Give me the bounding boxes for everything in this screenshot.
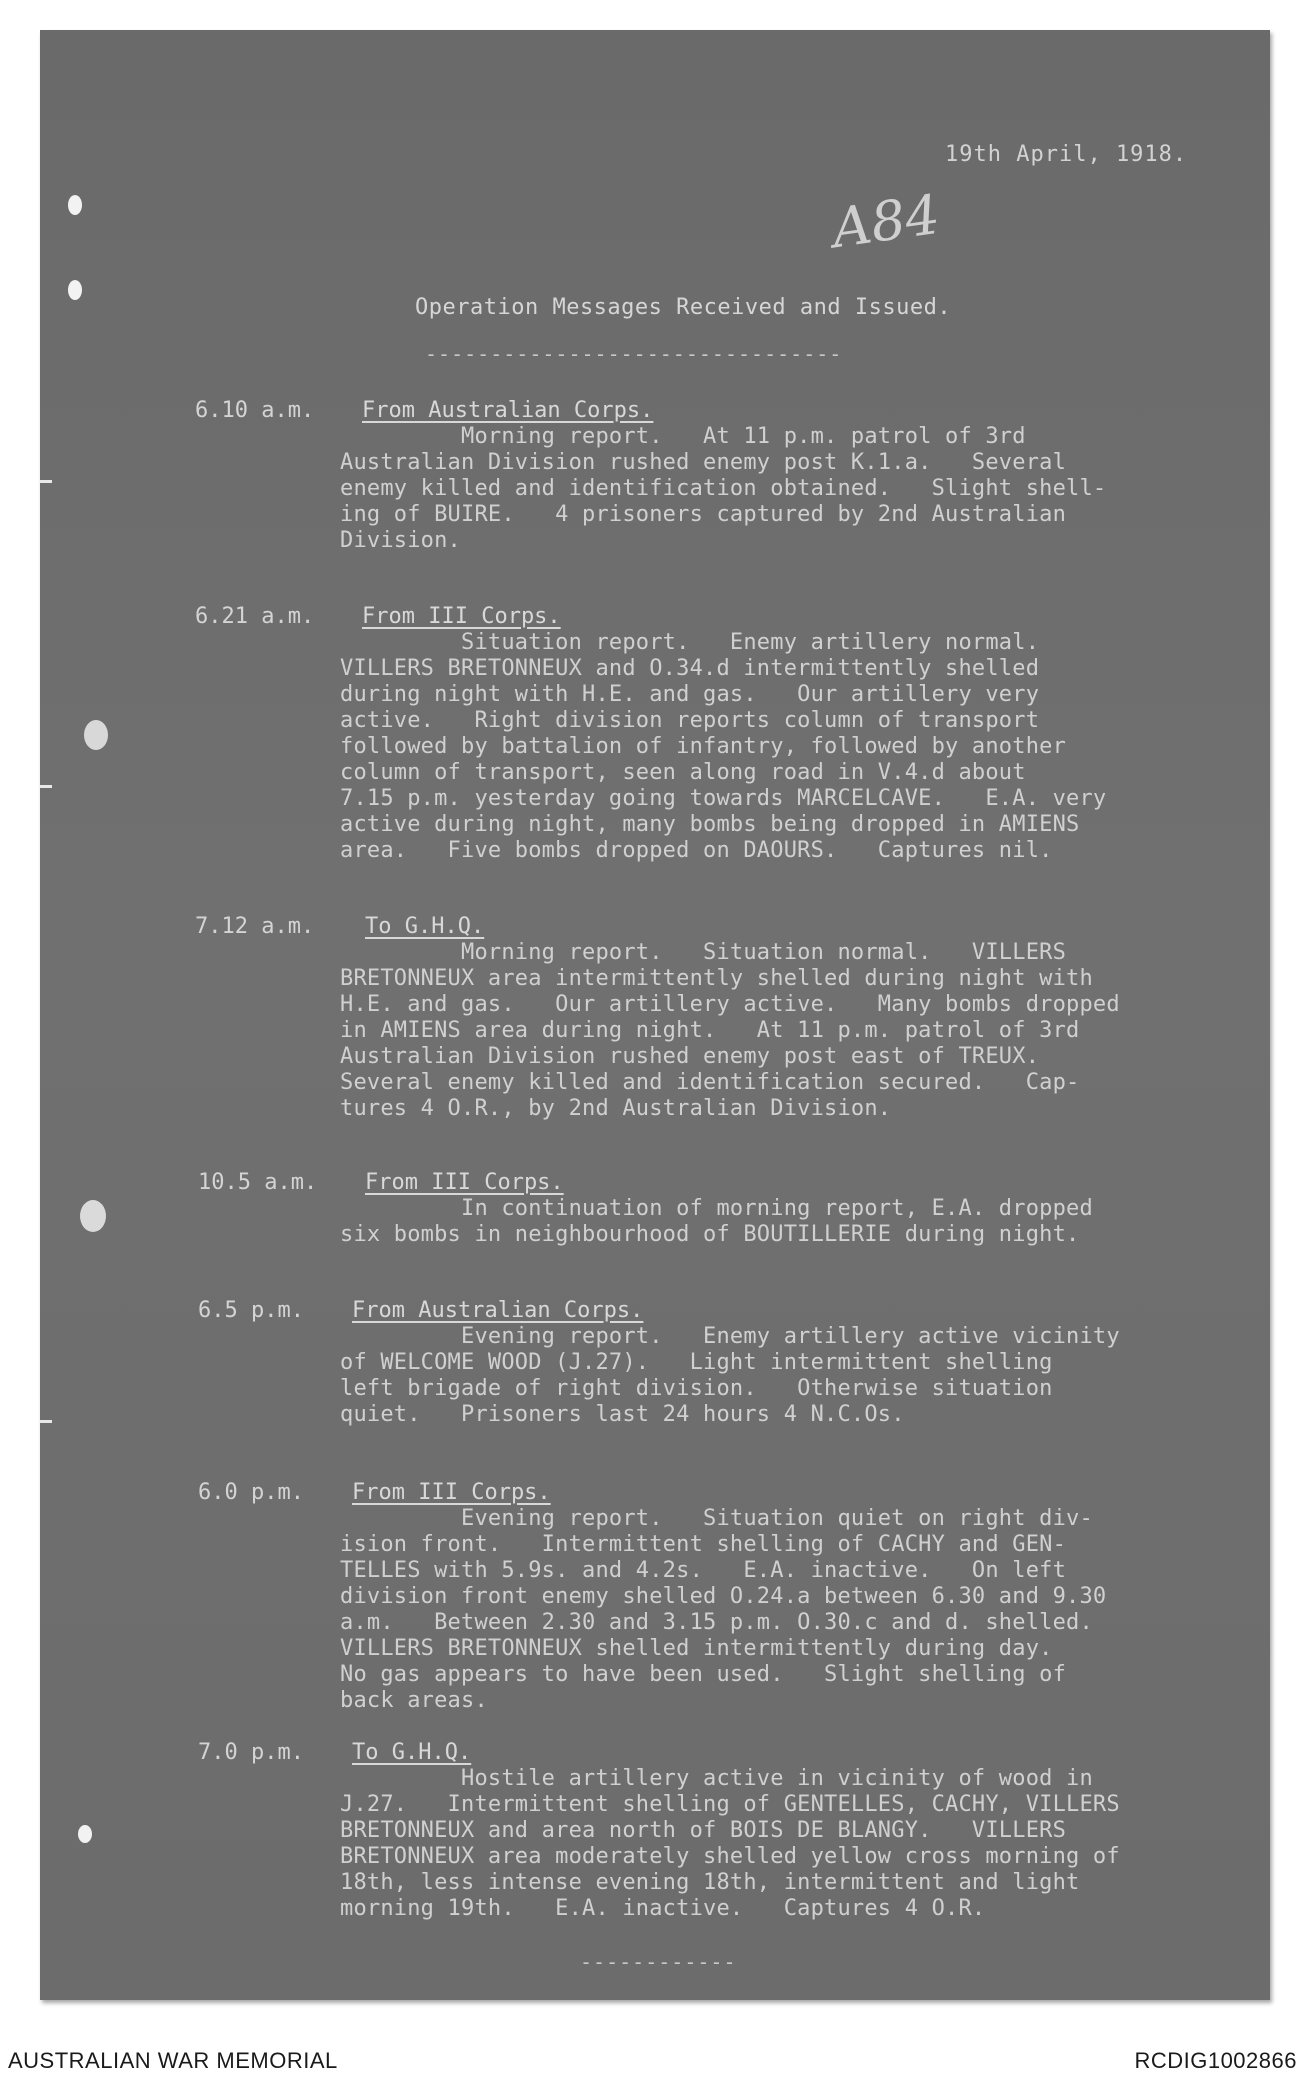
punch-hole: [80, 1200, 106, 1232]
entry-source: From III Corps.: [362, 604, 561, 629]
punch-hole: [84, 720, 108, 750]
handwritten-mark: A84: [828, 182, 944, 261]
footer-identifier: RCDIG1002866: [1134, 2048, 1297, 2073]
entry-time: 6.21 a.m.: [195, 604, 315, 629]
closing-rule: ------------: [580, 1950, 737, 1974]
document-sheet: [40, 30, 1270, 2000]
entry-source: To G.H.Q.: [352, 1740, 472, 1765]
binding-mark: [40, 785, 52, 788]
document-title: Operation Messages Received and Issued.: [415, 295, 952, 320]
entry-text: Evening report. Situation quiet on right div- ision front. Intermittent shelling of CACHY and GEN- TELLES with 5.9s. and 4.2s. E.A. inactive. On left division front enemy shelled O.24.a between 6.30 and 9.30 a.m. Between 2.30 and 3.15 p.m. O.30.c and d. shelled. VILLERS BRETONNEUX shelled intermittently during day. No gas appears to have been used. Slight shelling of back areas.: [340, 1506, 1107, 1713]
entry-text: In continuation of morning report, E.A. dropped six bombs in neighbourhood of BOUTILLERIE during night.: [340, 1196, 1093, 1247]
entry-source: From Australian Corps.: [362, 398, 654, 423]
entry-source: From III Corps.: [365, 1170, 564, 1195]
entry-text: Morning report. Situation normal. VILLERS BRETONNEUX area intermittently shelled during night with H.E. and gas. Our artillery active. Many bombs dropped in AMIENS area during night. At 11 p.m. patrol of 3rd Australian Division rushed enemy post east of TREUX. Several enemy killed and identification secured. Cap- tures 4 O.R., by 2nd Australian Division.: [340, 940, 1120, 1121]
entry-source: From III Corps.: [352, 1480, 551, 1505]
entry-time: 6.5 p.m.: [198, 1298, 304, 1323]
punch-hole: [68, 280, 82, 300]
entry-time: 6.10 a.m.: [195, 398, 315, 423]
punch-hole: [78, 1825, 92, 1843]
binding-mark: [40, 480, 52, 483]
entry-source: From Australian Corps.: [352, 1298, 644, 1323]
punch-hole: [68, 195, 82, 215]
entry-time: 7.0 p.m.: [198, 1740, 304, 1765]
entry-source: To G.H.Q.: [365, 914, 485, 939]
footer-institution: AUSTRALIAN WAR MEMORIAL: [8, 2048, 338, 2073]
binding-mark: [40, 1420, 52, 1423]
entry-text: Morning report. At 11 p.m. patrol of 3rd Australian Division rushed enemy post K.1.a. Several enemy killed and identification obtained. Slight shell- ing of BUIRE. 4 prisoners captured by 2nd Australian Division.: [340, 424, 1107, 553]
entry-text: Evening report. Enemy artillery active vicinity of WELCOME WOOD (J.27). Light intermittent shelling left brigade of right division. Otherwise situation quiet. Prisoners last 24 hours 4 N.C.Os.: [340, 1324, 1120, 1427]
entry-time: 6.0 p.m.: [198, 1480, 304, 1505]
entry-time: 10.5 a.m.: [198, 1170, 318, 1195]
entry-text: Situation report. Enemy artillery normal. VILLERS BRETONNEUX and O.34.d intermittently shelled during night with H.E. and gas. Our artillery very active. Right division reports column of transport followed by battalion of infantry, followed by another column of transport, seen along road in V.4.d about 7.15 p.m. yesterday going towards MARCELCAVE. E.A. very active during night, many bombs being dropped in AMIENS area. Five bombs dropped on DAOURS. Captures nil.: [340, 630, 1107, 863]
entry-text: Hostile artillery active in vicinity of wood in J.27. Intermittent shelling of GENTELLES, CACHY, VILLERS BRETONNEUX and area north of BOIS DE BLANGY. VILLERS BRETONNEUX area moderately shelled yellow cross morning of 18th, less intense evening 18th, intermittent and light morning 19th. E.A. inactive. Captures 4 O.R.: [340, 1766, 1120, 1921]
document-date: 19th April, 1918.: [945, 142, 1188, 167]
entry-time: 7.12 a.m.: [195, 914, 315, 939]
title-rule: --------------------------------: [425, 342, 843, 366]
